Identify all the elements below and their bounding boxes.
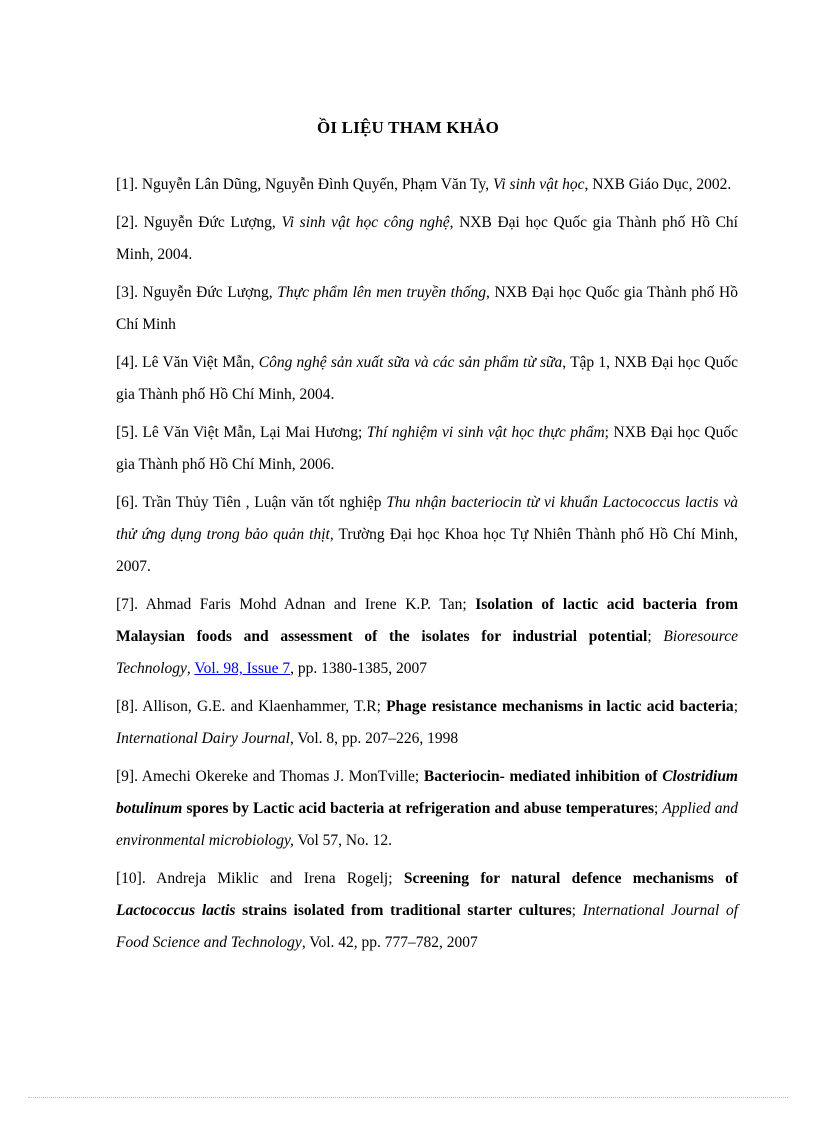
reference-text: International Dairy Journal (116, 730, 290, 747)
reference-item (116, 169, 738, 201)
reference-text: Phage resistance mechanisms in lactic acid bacteria (386, 698, 734, 715)
reference-text: Isolation of lactic acid bacteria from Malaysian foods and assessment of the isolates for industrial potential (116, 596, 738, 645)
reference-text: Andreja Miklic and Irena Rogelj; (145, 870, 404, 887)
reference-item (116, 347, 738, 411)
reference-number: [8]. (116, 698, 138, 715)
reference-text: , NXB Giáo Dục, 2002. (584, 176, 732, 193)
reference-text: International Journal of Food Science and Technology (116, 902, 739, 951)
reference-item (116, 417, 738, 481)
reference-text: Ahmad Faris Mohd Adnan and Irene K.P. Tan; (137, 596, 476, 613)
reference-text: , NXB Đại học Quốc gia Thành phố Hồ Chí Minh (116, 284, 738, 333)
reference-text: ; NXB Đại học Quốc gia Thành phố Hồ Chí Minh, 2006. (116, 424, 738, 473)
reference-text: Thực phẩm lên men truyền thống (277, 284, 486, 301)
reference-text: Bioresource Technology (116, 628, 738, 677)
reference-text: ; (647, 628, 664, 645)
reference-text: , pp. 1380-1385, 2007 (290, 660, 428, 677)
reference-text: Nguyễn Đức Lượng, (137, 284, 278, 301)
reference-number: [9]. (116, 768, 138, 785)
reference-item (116, 277, 738, 341)
reference-text: Lê Văn Việt Mẫn, Lại Mai Hương; (137, 424, 367, 441)
reference-text: Trần Thủy Tiên , Luận văn tốt nghiệp (137, 494, 387, 511)
reference-text: , Vol. 8, pp. 207–226, 1998 (289, 730, 459, 747)
reference-number: [7]. (116, 596, 138, 613)
reference-text: ; (653, 800, 663, 817)
reference-item (116, 863, 738, 959)
reference-item (116, 691, 738, 755)
reference-text: ; (571, 902, 583, 919)
reference-text: , NXB Đại học Quốc gia Thành phố Hồ Chí Minh, 2004. (116, 214, 738, 263)
reference-item (116, 761, 738, 857)
reference-text: Allison, G.E. and Klaenhammer, T.R; (137, 698, 387, 715)
reference-number: [6]. (116, 494, 138, 511)
reference-text: Nguyễn Lân Dũng, Nguyễn Đình Quyến, Phạm Văn Ty, (137, 176, 494, 193)
reference-text: Screening for natural defence mechanisms of (403, 870, 738, 887)
reference-text: Bacteriocin- mediated inhibition of (423, 768, 663, 785)
page-title: ỒI LIỆU THAM KHẢO (316, 118, 500, 137)
reference-text: Nguyễn Đức Lượng, (137, 214, 282, 231)
reference-number: [1]. (116, 176, 138, 193)
reference-number: [10]. (116, 870, 146, 887)
reference-text: Vi sinh vật học (493, 176, 585, 193)
reference-number: [5]. (116, 424, 138, 441)
reference-text: Thí nghiệm vi sinh vật học thực phẩm (366, 424, 605, 441)
reference-text: Vi sinh vật học công nghệ (281, 214, 450, 231)
reference-number: [4]. (116, 354, 138, 371)
reference-item (116, 589, 738, 685)
reference-number: [2]. (116, 214, 138, 231)
page-divider (28, 1097, 788, 1098)
reference-list (116, 169, 738, 965)
reference-text: , (186, 660, 195, 677)
reference-text: Công nghệ sản xuất sữa và các sản phẩm từ sữa (258, 354, 563, 371)
reference-text: , Vol. 42, pp. 777–782, 2007 (301, 934, 478, 951)
volume-issue-link[interactable]: Vol. 98, Issue 7 (194, 660, 291, 677)
reference-item (116, 487, 738, 583)
reference-text: Clostridium botulinum (116, 768, 738, 817)
reference-text: Vol 57, No. 12. (293, 832, 392, 849)
reference-text: spores by Lactic acid bacteria at refrigeration and abuse temperatures (182, 800, 654, 817)
reference-item (116, 207, 738, 271)
reference-number: [3]. (116, 284, 138, 301)
reference-text: Lactococcus lactis (116, 902, 236, 919)
reference-text: strains isolated from traditional starter cultures (235, 902, 572, 919)
reference-text: ; (733, 698, 738, 715)
reference-text: Lê Văn Việt Mẫn, (137, 354, 259, 371)
reference-text: Thu nhận bacteriocin từ vi khuẩn Lactococcus lactis và thử ứng dụng trong bảo quản thịt (116, 494, 738, 543)
reference-text: Applied and environmental microbiology, (116, 800, 738, 849)
reference-text: , Tập 1, NXB Đại học Quốc gia Thành phố Hồ Chí Minh, 2004. (116, 354, 738, 403)
reference-text: , Trường Đại học Khoa học Tự Nhiên Thành phố Hồ Chí Minh, 2007. (116, 526, 738, 575)
reference-text: Amechi Okereke and Thomas J. MonTville; (137, 768, 424, 785)
